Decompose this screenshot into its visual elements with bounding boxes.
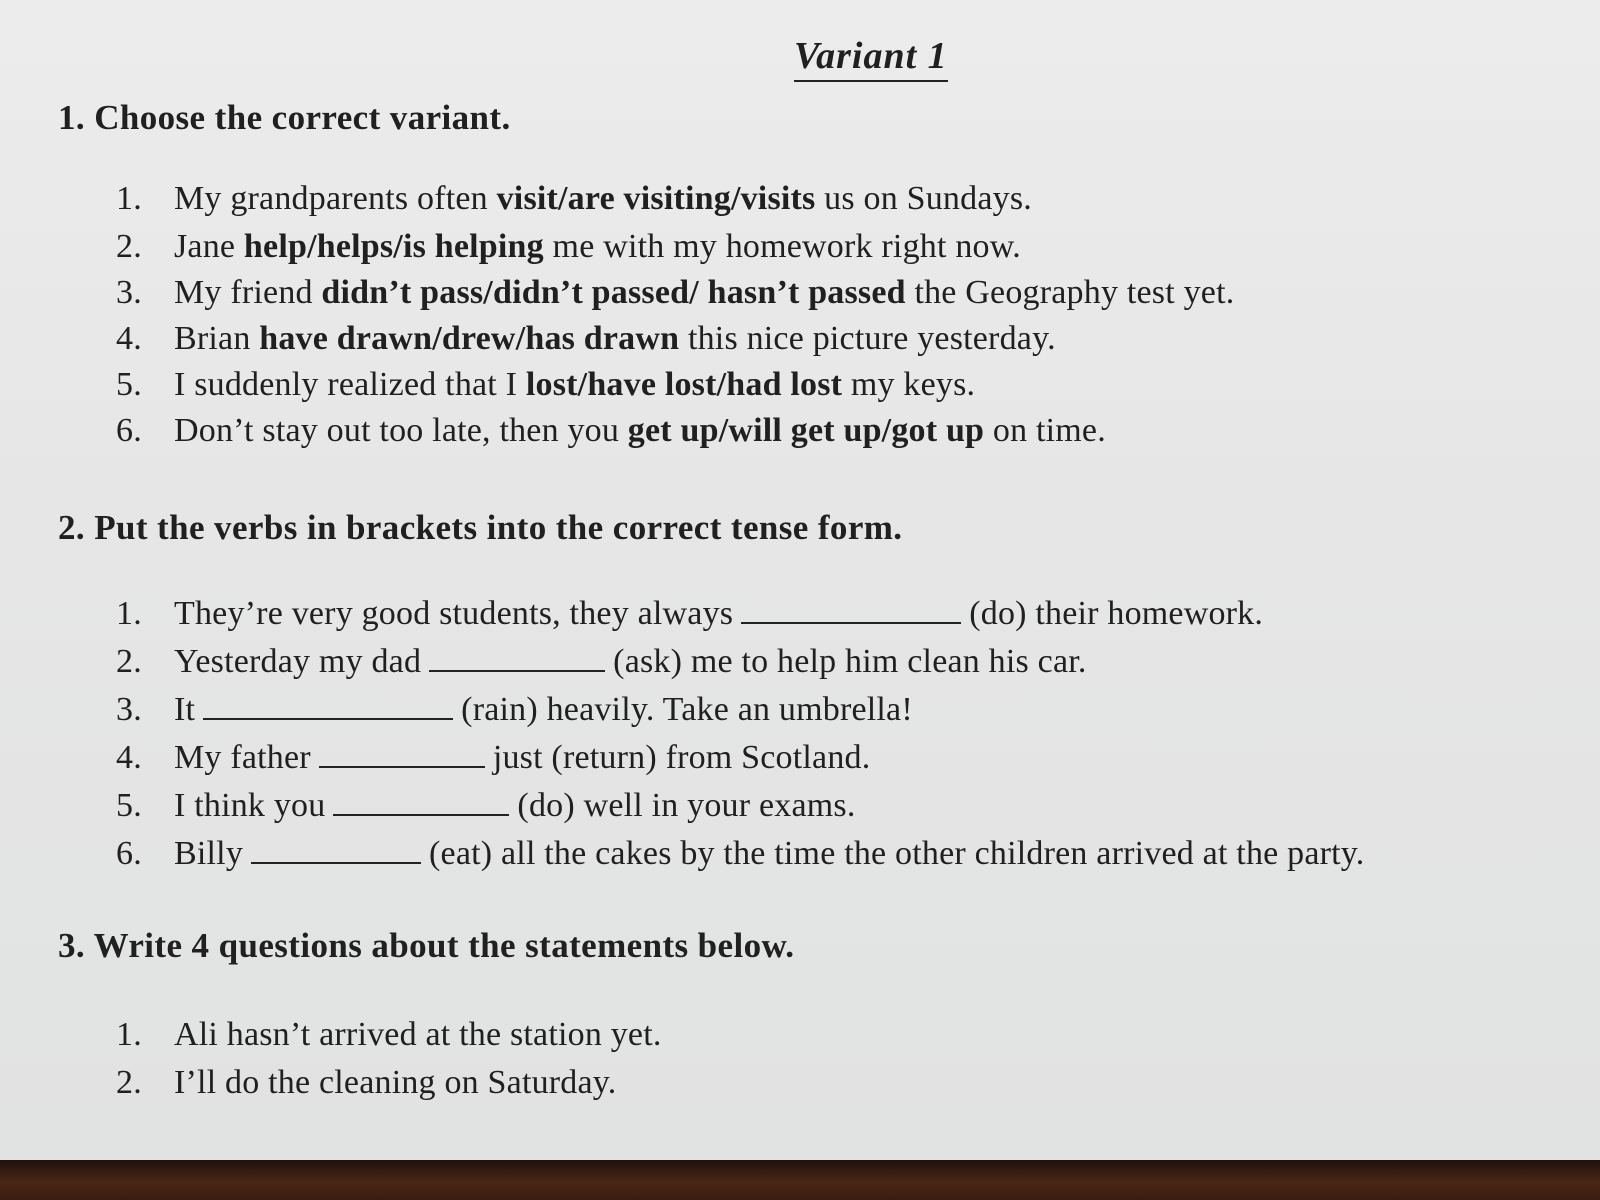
section-1-heading: 1. Choose the correct variant. (58, 98, 511, 137)
item-text-before: Brian (174, 320, 260, 357)
item-number: 2. (116, 1064, 142, 1101)
answer-blank[interactable] (741, 594, 961, 624)
item-text-before: I think you (174, 787, 326, 824)
item-number: 2. (116, 228, 142, 265)
item-options: have drawn/drew/has drawn (259, 320, 680, 357)
item-text-after: this nice picture yesterday. (679, 320, 1056, 357)
section-2-item-3 (116, 690, 913, 729)
item-options: lost/have lost/had lost (525, 366, 843, 403)
section-2-item-6 (116, 834, 1365, 873)
item-options: get up/will get up/got up (627, 412, 985, 449)
table-surface (0, 1160, 1600, 1200)
item-number: 1. (116, 595, 142, 632)
item-options: didn’t pass/didn’t passed/ hasn’t passed (321, 274, 906, 311)
item-text-after: my keys. (842, 366, 976, 403)
item-number: 5. (116, 787, 142, 824)
answer-blank[interactable] (251, 834, 421, 864)
item-number: 1. (116, 180, 142, 217)
item-number: 3. (116, 691, 142, 728)
section-1-item-5 (116, 366, 975, 404)
item-text-before: My father (174, 739, 311, 776)
section-2-item-5 (116, 786, 856, 825)
section-2-heading: 2. Put the verbs in brackets into the correct tense form. (58, 508, 903, 547)
item-text-after: me with my homework right now. (543, 228, 1021, 265)
item-text-before: My friend (174, 274, 322, 311)
item-text-before: Yesterday my dad (174, 643, 422, 680)
item-number: 1. (116, 1016, 142, 1053)
item-text-before: My grandparents often (174, 180, 497, 217)
item-options: help/helps/is helping (243, 228, 544, 265)
answer-blank[interactable] (429, 642, 605, 672)
item-text-after: (ask) me to help him clean his car. (613, 643, 1087, 680)
item-text-before: They’re very good students, they always (174, 595, 734, 632)
item-options: visit/are visiting/visits (496, 180, 816, 217)
item-text: I’ll do the cleaning on Saturday. (174, 1064, 617, 1101)
section-1-item-6 (116, 412, 1106, 450)
variant-title: Variant 1 (794, 34, 948, 82)
section-3-item-2 (116, 1064, 617, 1102)
answer-blank[interactable] (333, 786, 509, 816)
section-2-item-1 (116, 594, 1263, 633)
section-2-item-4 (116, 738, 870, 777)
item-text-after: us on Sundays. (815, 180, 1032, 217)
item-text-after: (rain) heavily. Take an umbrella! (461, 691, 913, 728)
item-text-before: Jane (174, 228, 244, 265)
item-text-after: just (return) from Scotland. (492, 739, 871, 776)
item-text-after: (do) well in your exams. (517, 787, 856, 824)
item-number: 6. (116, 412, 142, 449)
section-3-item-1 (116, 1016, 662, 1054)
section-1-item-1 (116, 180, 1032, 218)
answer-blank[interactable] (203, 690, 453, 720)
item-text-after: the Geography test yet. (905, 274, 1235, 311)
item-number: 2. (116, 643, 142, 680)
section-1-item-2 (116, 228, 1021, 266)
item-text-before: I suddenly realized that I (174, 366, 526, 403)
item-number: 5. (116, 366, 142, 403)
item-text-after: (do) their homework. (969, 595, 1264, 632)
item-number: 6. (116, 835, 142, 872)
section-1-item-3 (116, 274, 1234, 312)
item-text: Ali hasn’t arrived at the station yet. (174, 1016, 662, 1053)
item-text-before: It (174, 691, 196, 728)
section-2-item-2 (116, 642, 1087, 681)
item-text-before: Don’t stay out too late, then you (174, 412, 628, 449)
answer-blank[interactable] (319, 738, 485, 768)
section-1-item-4 (116, 320, 1056, 358)
item-number: 3. (116, 274, 142, 311)
item-text-after: (eat) all the cakes by the time the other children arrived at the party. (429, 835, 1365, 872)
item-text-after: on time. (984, 412, 1106, 449)
section-3-heading: 3. Write 4 questions about the statements below. (58, 926, 795, 965)
item-text-before: Billy (174, 835, 244, 872)
item-number: 4. (116, 739, 142, 776)
item-number: 4. (116, 320, 142, 357)
